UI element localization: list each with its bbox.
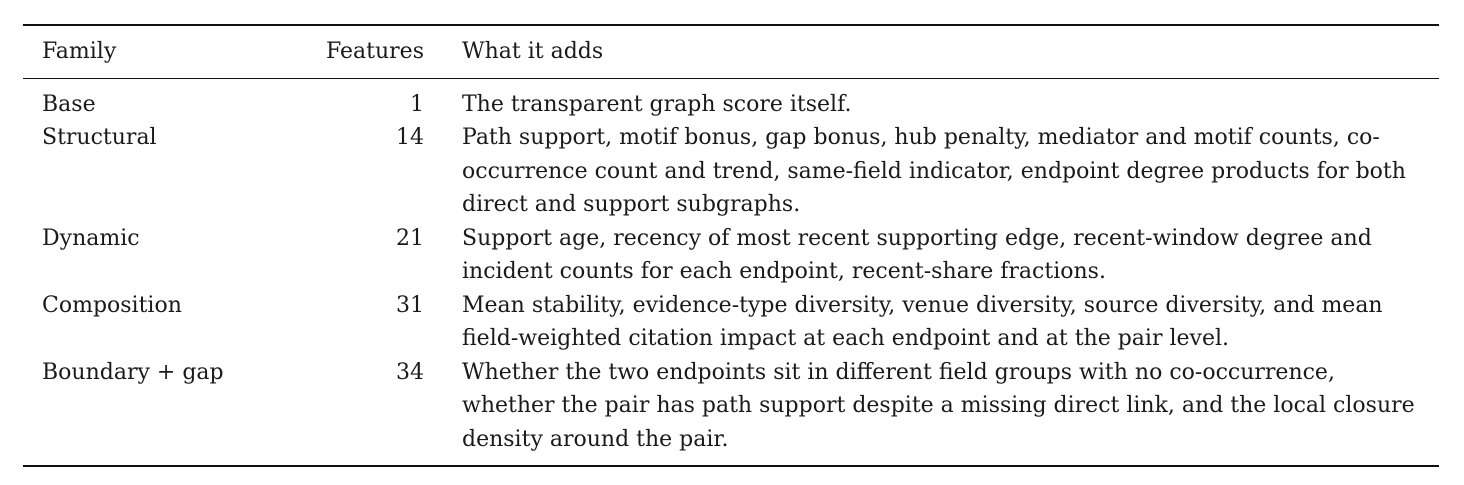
header-what-it-adds: What it adds [462,39,604,64]
table-header-row [23,26,1439,78]
table-body [23,79,1439,466]
row-features: 31 [396,292,424,318]
row-what-it-adds: Support age, recency of most recent supporting edge, recent-window degree and incident counts for each endpoint, recent-share fractions. [462,225,1372,284]
table-row [23,289,1439,356]
header-features: Features [325,39,424,64]
row-family: Structural [42,125,157,150]
row-features: 34 [396,359,424,385]
table-row [23,88,1439,122]
row-what-it-adds: The transparent graph score itself. [462,91,852,117]
feature-family-table [23,24,1439,467]
row-family: Base [42,91,96,117]
row-what-it-adds: Path support, motif bonus, gap bonus, hub penalty, mediator and motif counts, co-occurrence count and trend, same-field indicator, endpoint degree products for both direct and support subgraphs. [462,125,1406,217]
row-what-it-adds: Whether the two endpoints sit in different field groups with no co-occurrence, whether the pair has path support despite a missing direct link, and the local closure density around the pair. [462,359,1415,452]
header-family: Family [42,39,117,64]
row-features: 1 [410,91,424,117]
table-row [23,121,1439,222]
row-family: Composition [42,292,182,318]
table-row [23,222,1439,289]
row-family: Dynamic [42,225,140,251]
table-row [23,356,1439,457]
bottom-rule [23,465,1439,467]
row-features: 21 [396,225,424,251]
row-features: 14 [396,125,424,150]
row-family: Boundary + gap [42,359,224,385]
row-what-it-adds: Mean stability, evidence-type diversity, venue diversity, source diversity, and mean field-weighted citation impact at each endpoint and at the pair level. [462,292,1383,351]
